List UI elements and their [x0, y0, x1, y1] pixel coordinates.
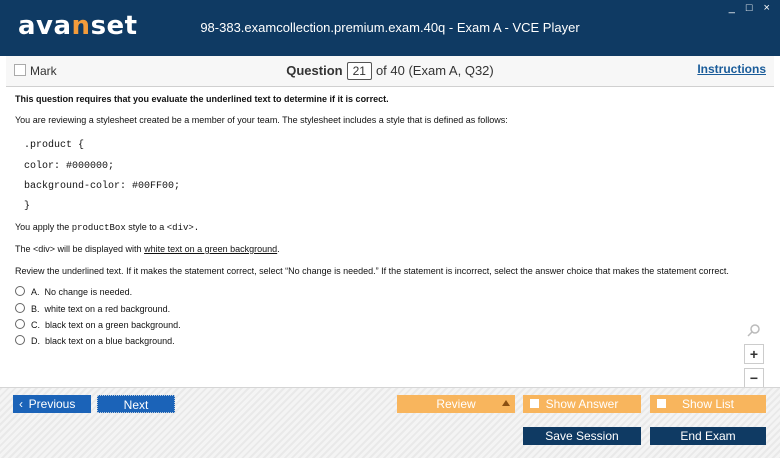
zoom-out-button[interactable]: −: [744, 368, 764, 388]
search-icon: [744, 323, 764, 340]
end-exam-button[interactable]: End Exam: [650, 427, 766, 445]
question-intro: You are reviewing a stylesheet created be a member of your team. The stylesheet includes a style that is defined as follows:: [15, 115, 508, 125]
radio-icon[interactable]: [15, 286, 25, 296]
answer-option-c[interactable]: C. black text on a green background.: [15, 319, 181, 330]
show-answer-button[interactable]: Show Answer: [523, 395, 641, 413]
previous-button[interactable]: ‹ Previous: [13, 395, 91, 413]
review-button[interactable]: Review: [397, 395, 515, 413]
question-lead: This question requires that you evaluate the underlined text to determine if it is correct.: [15, 94, 389, 104]
review-instruction: Review the underlined text. If it makes the statement correct, select “No change is needed.” If the statement is incorrect, select the answer choice that makes the statement correct.: [15, 266, 729, 276]
next-button[interactable]: Next: [97, 395, 175, 413]
answer-option-b[interactable]: B. white text on a red background.: [15, 303, 170, 314]
apply-statement: You apply the productBox style to a <div>.: [15, 222, 200, 233]
radio-icon[interactable]: [15, 319, 25, 329]
code-line: .product {: [24, 140, 85, 151]
window-controls[interactable]: _ □ ×: [728, 2, 774, 14]
underlined-text: white text on a green background: [144, 244, 278, 254]
question-content: [6, 87, 774, 387]
instructions-link[interactable]: Instructions: [697, 62, 766, 76]
avanset-logo: avanset: [18, 11, 138, 41]
show-list-button[interactable]: Show List: [650, 395, 766, 413]
radio-icon[interactable]: [15, 303, 25, 313]
checkbox-icon[interactable]: [657, 399, 666, 408]
question-number-input[interactable]: 21: [347, 62, 372, 80]
question-label: Question: [286, 63, 343, 78]
mark-label: Mark: [30, 64, 57, 78]
code-line: color: #000000;: [24, 161, 115, 172]
display-statement: The <div> will be displayed with white text on a green background.: [15, 244, 280, 254]
question-of-text: of 40 (Exam A, Q32): [375, 63, 494, 78]
code-line: }: [24, 201, 31, 212]
answer-option-a[interactable]: A. No change is needed.: [15, 286, 132, 297]
answer-option-d[interactable]: D. black text on a blue background.: [15, 335, 175, 346]
zoom-controls: [744, 323, 764, 388]
arrow-up-icon: [502, 400, 510, 406]
code-line: background-color: #00FF00;: [24, 181, 181, 192]
title-bar: [0, 0, 780, 56]
question-bar: [6, 56, 774, 87]
radio-icon[interactable]: [15, 335, 25, 345]
checkbox-icon[interactable]: [530, 399, 539, 408]
save-session-button[interactable]: Save Session: [523, 427, 641, 445]
chevron-left-icon: ‹: [19, 397, 23, 411]
zoom-in-button[interactable]: +: [744, 344, 764, 364]
window-title: 98-383.examcollection.premium.exam.40q - Exam A - VCE Player: [200, 20, 580, 35]
footer-toolbar: [0, 387, 780, 458]
question-counter: [6, 62, 774, 80]
